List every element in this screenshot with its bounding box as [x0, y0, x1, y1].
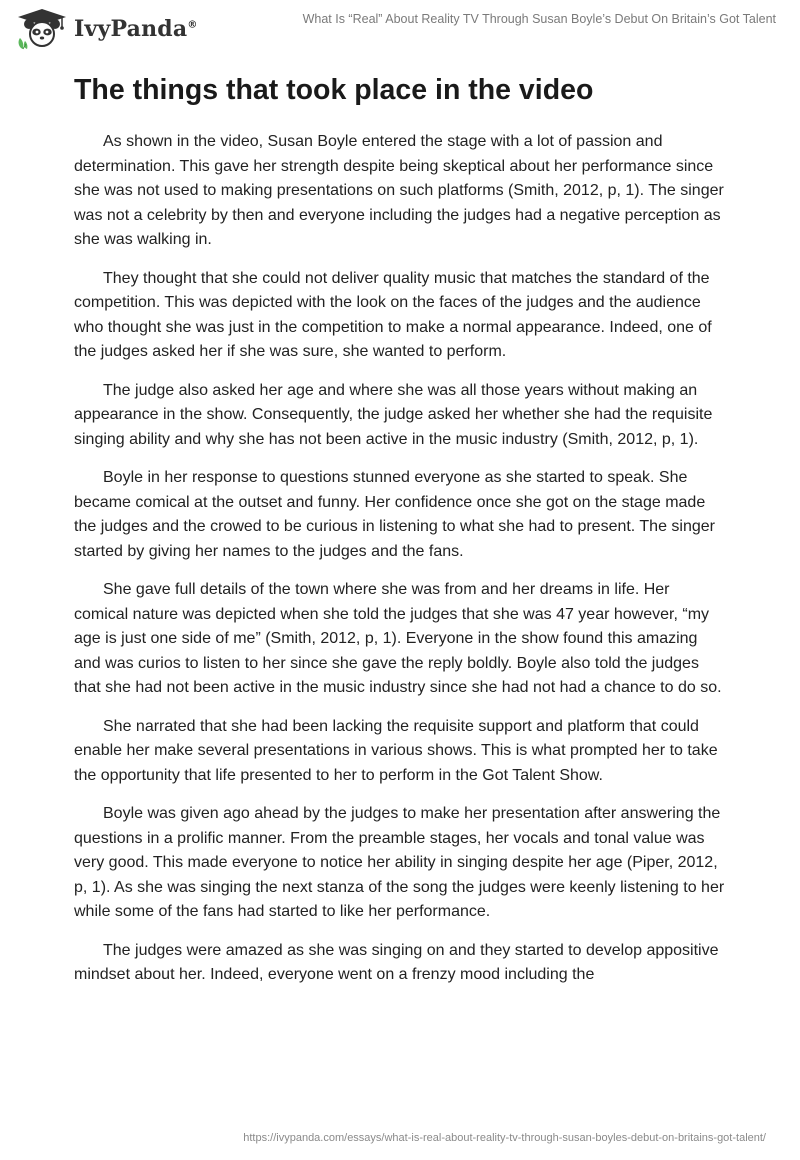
paragraph-1: As shown in the video, Susan Boyle entered the stage with a lot of passion and determination. This gave her strength despite being skeptical about her performance since she was not used to making presentations on such platforms (Smith, 2012, p, 1). The singer was not a celebrity by then and everyone including the judges had a negative perception as she was walking in.	[74, 133, 724, 248]
source-url-link[interactable]: https://ivypanda.com/essays/what-is-real-about-reality-tv-through-susan-boyles-debut-on-britains-got-talent/	[243, 1132, 766, 1144]
registered-mark: ®	[187, 19, 198, 31]
paragraph-6: She narrated that she had been lacking the requisite support and platform that could enable her make several presentations in various shows. This is what prompted her to take the opportunity that life presented to her to perform in the Got Talent Show.	[74, 717, 718, 784]
page-header	[0, 0, 800, 60]
logo-wordmark: IvyPanda®	[74, 16, 198, 42]
paragraph-2: They thought that she could not deliver quality music that matches the standard of the competition. This was depicted with the look on the faces of the judges and the audience who thought she was just in the competition to make a normal appearance. Indeed, one of the judges asked her if she was sure, she wanted to perform.	[74, 269, 712, 360]
paragraph-5: She gave full details of the town where she was from and her dreams in life. Her comical nature was depicted when she told the judges that she was 47 year however, “my age is just one side of me” (Smith, 2012, p, 1). Everyone in the show found this amazing and was curios to listen to her since she gave the reply boldly. Boyle also told the judges that she had not been active in the music industry since she had not had a chance to do so.	[74, 581, 722, 696]
panda-logo-icon	[14, 8, 70, 50]
essay-content	[74, 72, 726, 1002]
paragraph-4: Boyle in her response to questions stunned everyone as she started to speak. She became comical at the outset and funny. Her confidence once she got on the stage made the judges and the crowed to be curious in listening to what she had to present. The singer started by giving her names to the judges and the fans.	[74, 469, 715, 560]
paragraph-8: The judges were amazed as she was singing on and they started to develop appositive mindset about her. Indeed, everyone went on a frenzy mood including the	[74, 941, 719, 983]
paragraph-7: Boyle was given ago ahead by the judges to make her presentation after answering the questions in a prolific manner. From the preamble stages, her vocals and tonal value was very good. This made everyone to notice her ability in singing despite her age (Piper, 2012, p, 1). As she was singing the next stanza of the song the judges were keenly listening to her while some of the fans had started to like her performance.	[74, 805, 725, 920]
document-title: What Is “Real” About Reality TV Through Susan Boyle’s Debut On Britain’s Got Talent	[302, 12, 776, 26]
ivypanda-logo[interactable]	[14, 8, 198, 50]
section-heading: The things that took place in the video	[74, 74, 594, 106]
paragraph-3: The judge also asked her age and where she was all those years without making an appearance in the show. Consequently, the judge asked her whether she had the requisite singing ability and why she has not been active in the music industry (Smith, 2012, p, 1).	[74, 381, 713, 448]
